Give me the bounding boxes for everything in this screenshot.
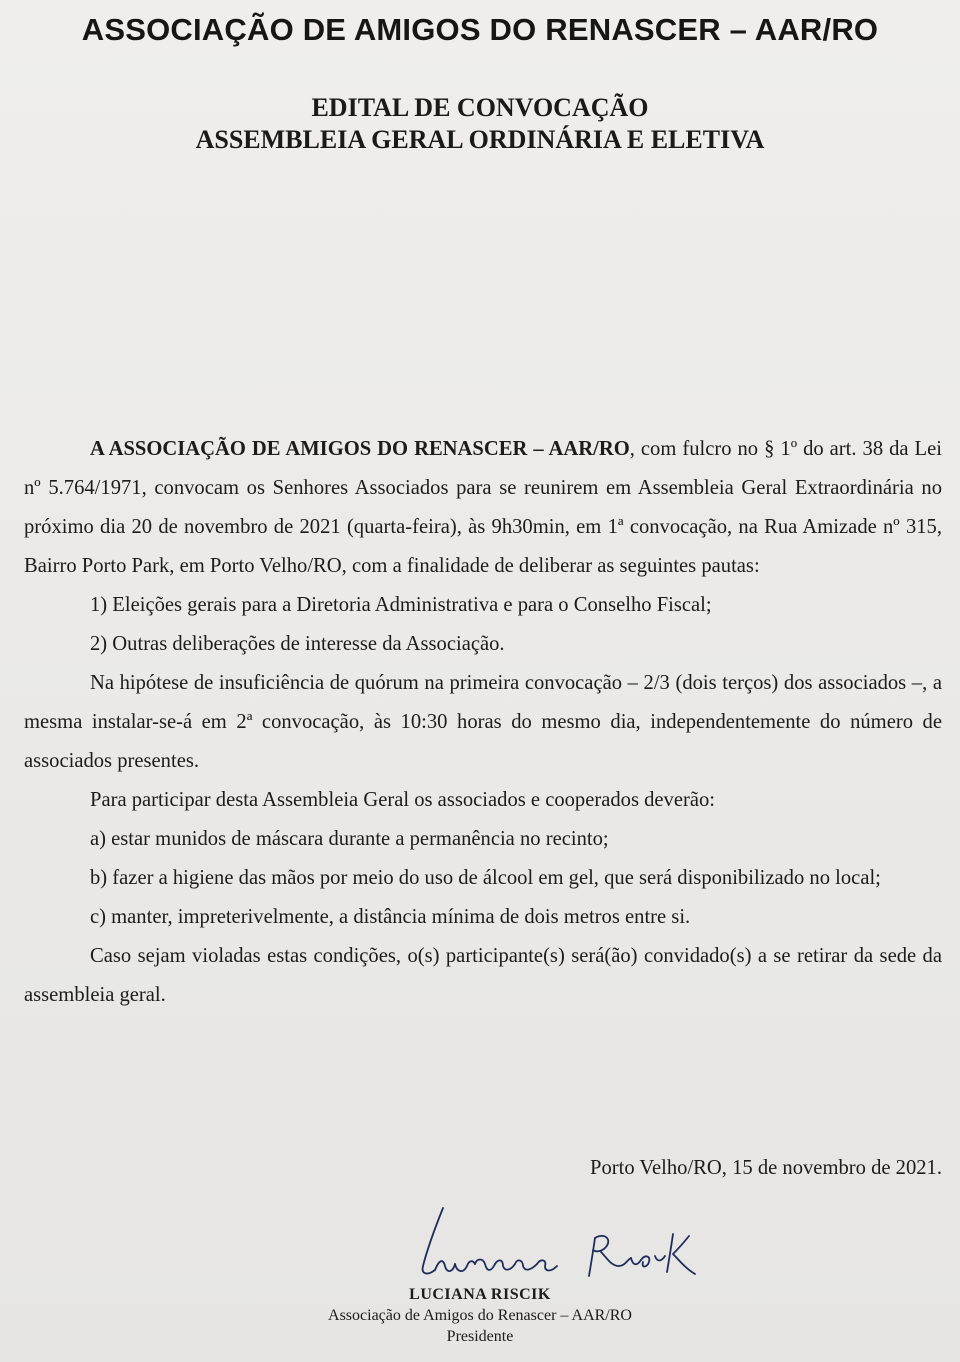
handwritten-signature [405, 1200, 705, 1290]
requirements-intro: Para participar desta Assembleia Geral os associados e cooperados deverão: [90, 789, 716, 811]
agenda-item-2: 2) Outras deliberações de interesse da Associação. [90, 633, 505, 655]
title-line-1: EDITAL DE CONVOCAÇÃO [311, 93, 649, 122]
signatory-name: LUCIANA RISCIK [409, 1286, 551, 1303]
signatory-organization: Associação de Amigos do Renascer – AAR/RO [328, 1307, 632, 1324]
requirement-c: c) manter, impreterivelmente, a distância mínima de dois metros entre si. [90, 906, 691, 928]
quorum-paragraph: Na hipótese de insuficiência de quórum na primeira convocação – 2/3 (dois terços) dos associados –, a mesma instalar-se-á em 2ª convocação, às 10:30 horas do mesmo dia, independentemente do número de associados presentes. [24, 672, 942, 772]
signatory-role: Presidente [446, 1328, 514, 1345]
closing-paragraph: Caso sejam violadas estas condições, o(s) participante(s) será(ão) convidado(s) a se retirar da sede da assembleia geral. [24, 945, 942, 1006]
opening-paragraph [24, 430, 942, 586]
title-line-2: ASSEMBLEIA GERAL ORDINÁRIA E ELETIVA [195, 125, 765, 154]
signature-block [0, 1284, 960, 1347]
requirement-b: b) fazer a higiene das mãos por meio do uso de álcool em gel, que será disponibilizado no local; [90, 867, 881, 889]
requirement-a: a) estar munidos de máscara durante a permanência no recinto; [90, 828, 609, 850]
organization-header: ASSOCIAÇÃO DE AMIGOS DO RENASCER – AAR/RO [81, 12, 879, 47]
notice-title [0, 92, 960, 156]
notice-body [24, 430, 942, 1015]
opening-paragraph-text: , com fulcro no § 1º do art. 38 da Lei nº 5.764/1971, convocam os Senhores Associados para se reunirem em Assembleia Geral Extraordinária no próximo dia 20 de novembro de 2021 (quarta-feira), às 9h30min, em 1ª convocação, na Rua Amizade nº 315, Bairro Porto Park, em Porto Velho/RO, com a finalidade de deliberar as seguintes pautas: [24, 438, 942, 577]
place-and-date: Porto Velho/RO, 15 de novembro de 2021. [590, 1157, 942, 1179]
organization-name-bold: A ASSOCIAÇÃO DE AMIGOS DO RENASCER – AAR/RO [90, 438, 630, 460]
agenda-item-1: 1) Eleições gerais para a Diretoria Administrativa e para o Conselho Fiscal; [90, 594, 712, 616]
